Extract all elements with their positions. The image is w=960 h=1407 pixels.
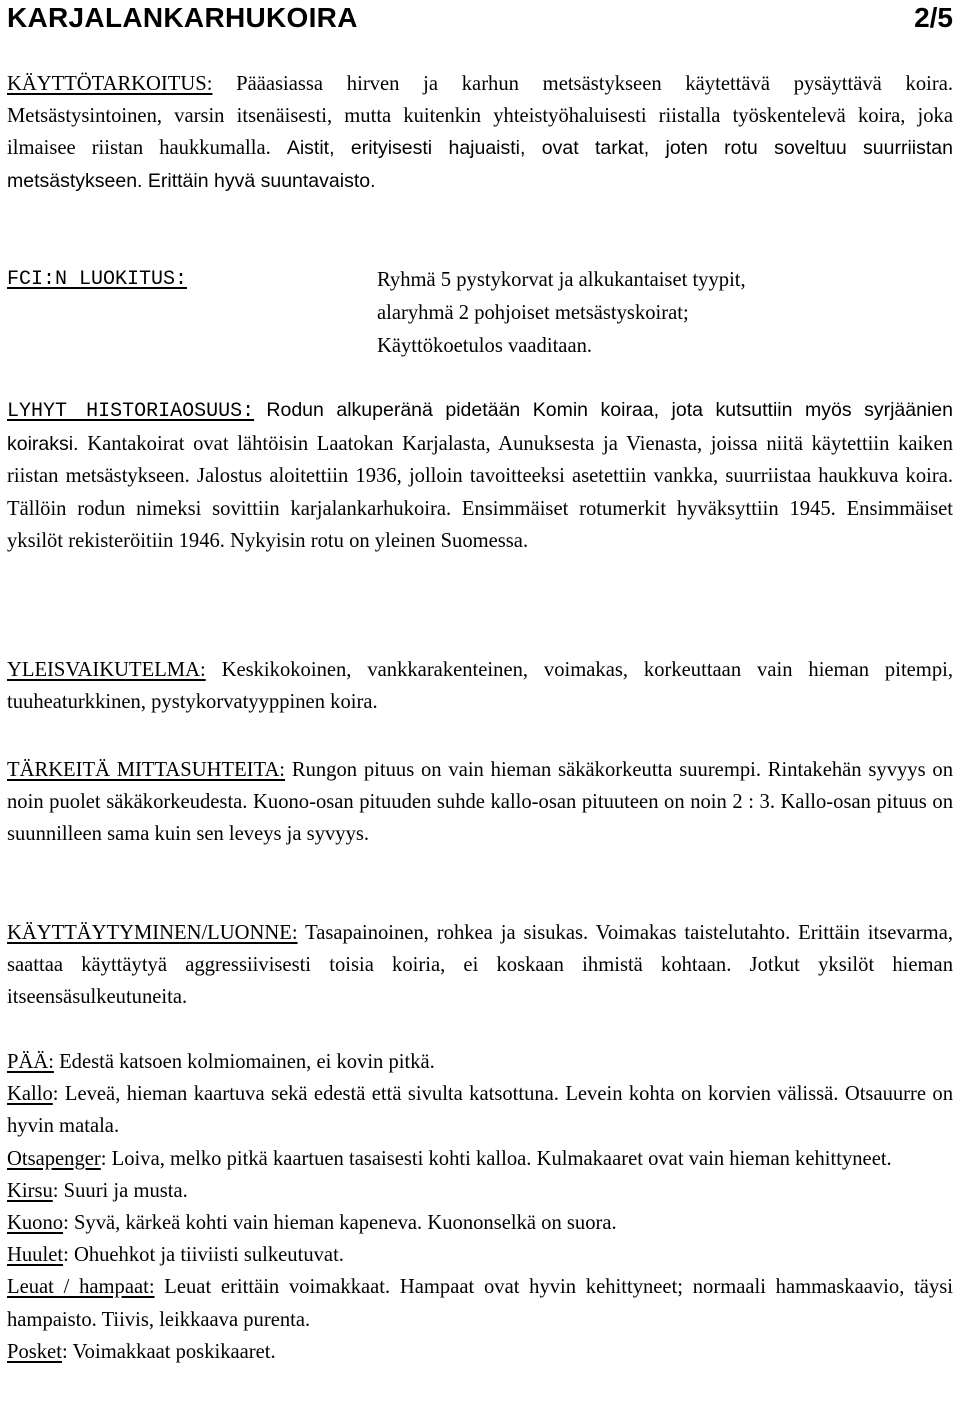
paa-item-label: Posket — [7, 1340, 62, 1363]
paa-item-label: Kirsu — [7, 1179, 53, 1202]
heading-fci: FCI:N LUOKITUS: — [7, 268, 188, 291]
section-paa — [7, 1046, 953, 1368]
paa-item-otsapenger: Otsapenger: Loiva, melko pitkä kaartuen tasaisesti kohti kalloa. Kulmakaaret ovat vain hieman kehittyneet. — [7, 1147, 892, 1170]
paa-item-huulet: Huulet: Ohuehkot ja tiiviisti sulkeutuvat. — [7, 1244, 344, 1267]
paa-item-leuat — [7, 1271, 953, 1335]
fci-line: Käyttökoetulos vaaditaan. — [377, 335, 593, 357]
paa-item-kirsu: Kirsu: Suuri ja musta. — [7, 1179, 188, 1202]
text-historia-b: Kantakoirat ovat lähtöisin Laatokan Karjalasta, Aunuksesta ja Vienasta, joissa niitä käytettiin kaiken riistan metsästykseen. Jalostus aloitettiin 1936, jolloin tavoitteeksi asetettiin vankka, suurriistaa haukkuva koira. Tällöin rodun nimeksi sovittiin karjalankarhukoira. Ensimmäiset rotumerkit hyväksyttiin 1945. Ensimmäiset yksilöt rekisteröitiin 1946. Nykyisin rotu on yleinen Suomessa. — [7, 433, 953, 552]
text-yleisvaikutelma: Keskikokoinen, vankkarakenteinen, voimakas, korkeuttaan vain hieman pitempi, tuuheaturkkinen, pystykorvatyyppinen koira. — [7, 659, 953, 714]
heading-yleisvaikutelma: YLEISVAIKUTELMA: — [7, 659, 206, 681]
paa-item-text: Leuat erittäin voimakkaat. Hampaat ovat hyvin kehittyneet; normaali hammaskaavio, täysi hampaisto. Tiivis, leikkaava purenta. — [7, 1276, 953, 1331]
heading-luonne: KÄYTTÄYTYMINEN/LUONNE: — [7, 922, 298, 944]
heading-kayttotarkoitus: KÄYTTÖTARKOITUS: — [7, 73, 213, 95]
paa-item-text: Leveä, hieman kaartuva sekä edestä että sivulta katsottuna. Levein kohta on korvien välissä. Otsauurre on hyvin matala. — [7, 1083, 954, 1138]
page-number: 2/5 — [914, 2, 953, 33]
text-kayttotarkoitus-aistit: Aistit, erityisesti hajuaisti, ovat tarkat, joten rotu soveltuu suurriistan metsästykseen. Erittäin hyvä suuntavaisto. — [7, 137, 953, 192]
paa-item-text: Voimakkaat poskikaaret. — [72, 1340, 276, 1363]
paa-item-label: Huulet — [7, 1244, 64, 1267]
page-title: KARJALANKARHUKOIRA — [7, 2, 358, 33]
fci-line: alaryhmä 2 pohjoiset metsästyskoirat; — [377, 302, 689, 324]
text-historia-a: Rodun alkuperänä pidetään Komin koiraa, jota kutsuttiin myös syrjäänien koiraksi. — [7, 399, 953, 456]
text-mittasuhteet: Rungon pituus on vain hieman säkäkorkeutta suurempi. Rintakehän syvyys on noin puolet säkäkorkeudesta. Kuono-osan pituuden suhde kallo-osan pituuteen on noin 2 : 3. Kallo-osan pituus on suunnilleen sama kuin sen leveys ja syvyys. — [7, 759, 953, 846]
section-mittasuhteet — [7, 754, 953, 851]
header — [7, 0, 953, 38]
paa-intro — [7, 1046, 953, 1078]
section-fci — [377, 264, 953, 363]
section-luonne — [7, 917, 953, 1014]
fci-line: Ryhmä 5 pystykorvat ja alkukantaiset tyypit, — [377, 269, 746, 291]
paa-item-text: Ohuehkot ja tiiviisti sulkeutuvat. — [73, 1244, 344, 1267]
paa-item-label: Leuat / hampaat: — [7, 1276, 155, 1299]
section-historia — [7, 394, 953, 557]
heading-mittasuhteet: TÄRKEITÄ MITTASUHTEITA: — [7, 759, 286, 781]
heading-historia: LYHYT HISTORIAOSUUS: — [7, 400, 255, 423]
paa-item-kallo: Kallo: Leveä, hieman kaartuva sekä edestä että sivulta katsottuna. Levein kohta on korvien välissä. Otsauurre on hyvin matala. — [7, 1083, 954, 1138]
section-kayttotarkoitus — [7, 68, 953, 197]
section-yleisvaikutelma — [7, 654, 953, 718]
paa-item-label: Kallo — [7, 1083, 53, 1106]
paa-item-text: Suuri ja musta. — [63, 1179, 188, 1202]
text-luonne: Tasapainoinen, rohkea ja sisukas. Voimakas taistelutahto. Erittäin itsevarma, saattaa käyttäytyä aggressiivisesti toisia koiria, ei koskaan ihmistä kohtaan. Jotkut yksilöt hieman itseensäsulkeutuneita. — [7, 922, 953, 1009]
paa-item-posket: Posket: Voimakkaat poskikaaret. — [7, 1340, 276, 1363]
heading-paa: PÄÄ: — [7, 1051, 54, 1073]
paa-item-label: Otsapenger — [7, 1147, 101, 1170]
paa-item-text: Loiva, melko pitkä kaartuen tasaisesti kohti kalloa. Kulmakaaret ovat vain hieman kehittyneet. — [111, 1147, 892, 1170]
text-paa: Edestä katsoen kolmiomainen, ei kovin pitkä. — [59, 1051, 435, 1073]
paa-item-label: Kuono — [7, 1212, 64, 1235]
text-kayttotarkoitus: Pääasiassa hirven ja karhun metsästykseen käytettävä pysäyttävä koira. Metsästysintoinen, varsin itsenäisesti, mutta kuitenkin yhteistyöhaluisesti riistalla työskentelevä koira, joka ilmaisee riistan haukkumalla. — [7, 73, 953, 160]
paa-item-kuono: Kuono: Syvä, kärkeä kohti vain hieman kapeneva. Kuononselkä on suora. — [7, 1212, 617, 1235]
paa-item-text: Syvä, kärkeä kohti vain hieman kapeneva. Kuononselkä on suora. — [73, 1212, 617, 1235]
